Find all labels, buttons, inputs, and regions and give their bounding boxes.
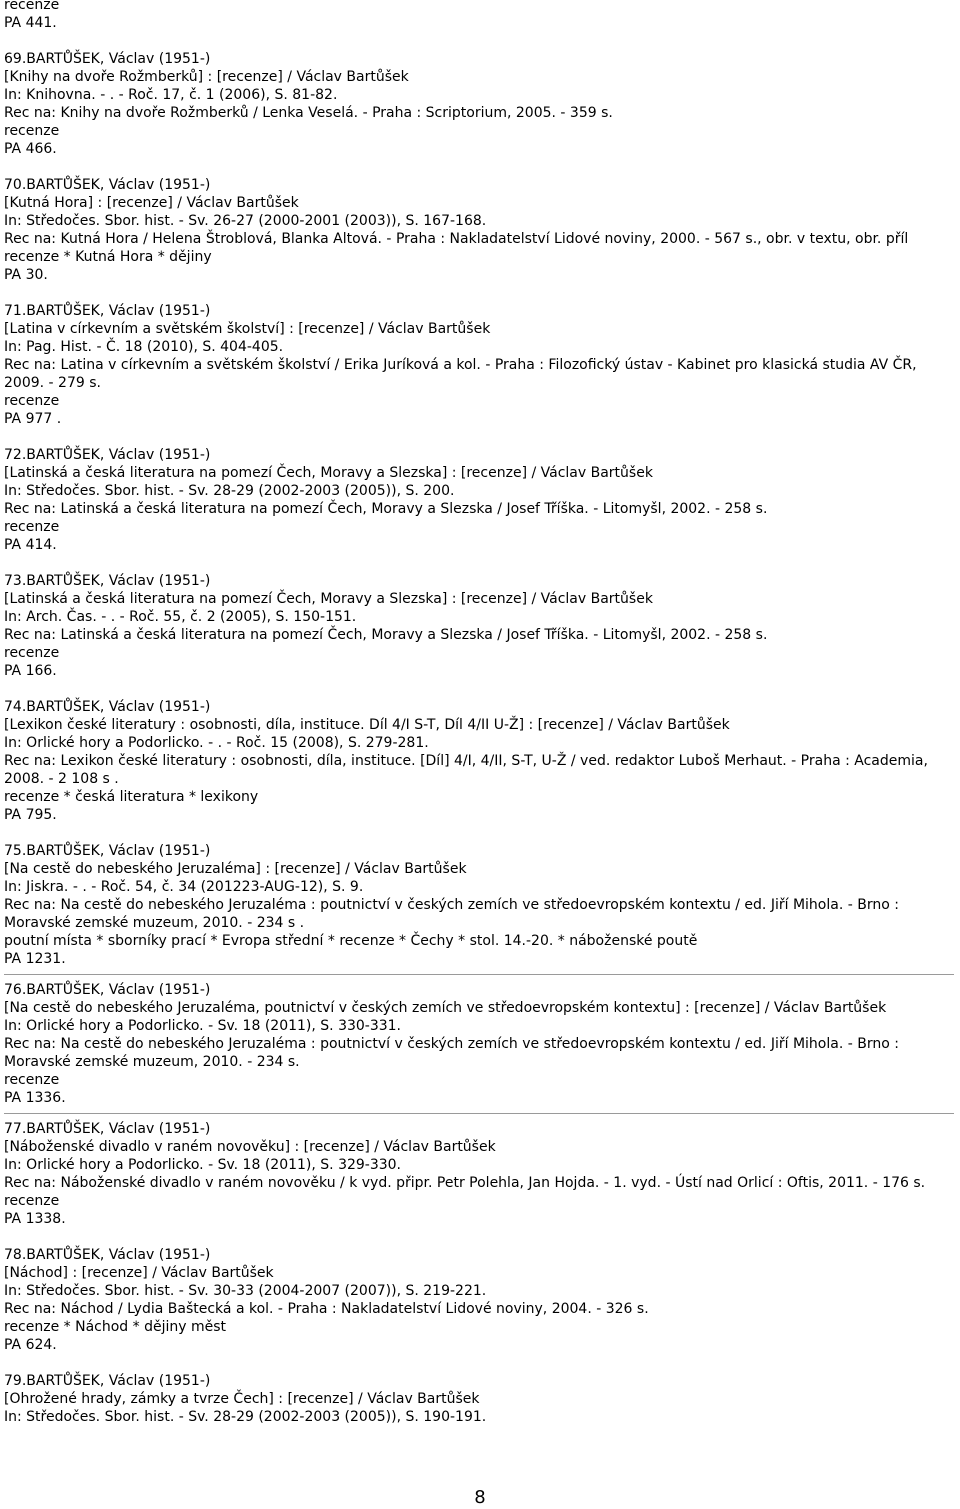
record-entry	[4, 302, 954, 428]
record-entry	[4, 1120, 954, 1228]
record-source: In: Orlické hory a Podorlicko. - Sv. 18 (2011), S. 330-331.	[4, 1018, 402, 1034]
record-keywords: recenze	[4, 123, 60, 139]
record-entry	[4, 50, 954, 158]
record-pa: PA 1338.	[4, 1211, 66, 1227]
record-id: 79.BARTŮŠEK, Václav (1951-)	[4, 1373, 211, 1389]
record-source: In: Jiskra. - . - Roč. 54, č. 34 (201223-AUG-12), S. 9.	[4, 879, 364, 895]
record-source: In: Arch. Čas. - . - Roč. 55, č. 2 (2005), S. 150-151.	[4, 609, 357, 625]
record-id: 70.BARTŮŠEK, Václav (1951-)	[4, 177, 211, 193]
separator-line	[4, 974, 954, 975]
record-id: 77.BARTŮŠEK, Václav (1951-)	[4, 1121, 211, 1137]
record-entry	[4, 1372, 954, 1426]
record-source: In: Středočes. Sbor. hist. - Sv. 28-29 (2002-2003 (2005)), S. 190-191.	[4, 1409, 487, 1425]
record-rec-na: Rec na: Latinská a česká literatura na pomezí Čech, Moravy a Slezska / Josef Tříška. - Litomyšl, 2002. - 258 s.	[4, 501, 768, 517]
record-source: In: Středočes. Sbor. hist. - Sv. 28-29 (2002-2003 (2005)), S. 200.	[4, 483, 455, 499]
record-source: In: Pag. Hist. - Č. 18 (2010), S. 404-405.	[4, 339, 284, 355]
record-entry	[4, 842, 954, 968]
record-pa: PA 441.	[4, 15, 57, 31]
record-pa: PA 414.	[4, 537, 57, 553]
record-entry	[4, 572, 954, 680]
record-keywords: recenze * Náchod * dějiny měst	[4, 1319, 227, 1335]
record-id: 72.BARTŮŠEK, Václav (1951-)	[4, 447, 211, 463]
record-keywords: recenze	[4, 1072, 60, 1088]
record-keywords: recenze	[4, 519, 60, 535]
record-id: 71.BARTŮŠEK, Václav (1951-)	[4, 303, 211, 319]
record-keywords: recenze * česká literatura * lexikony	[4, 789, 259, 805]
record-id: 76.BARTŮŠEK, Václav (1951-)	[4, 982, 211, 998]
record-title: [Latinská a česká literatura na pomezí Čech, Moravy a Slezska] : [recenze] / Václav Bartůšek	[4, 465, 653, 481]
record-id: 75.BARTŮŠEK, Václav (1951-)	[4, 843, 211, 859]
record-title: [Na cestě do nebeského Jeruzaléma, poutnictví v českých zemích ve středoevropském kontextu] : [recenze] / Václav Bartůšek	[4, 1000, 887, 1016]
record-id: 78.BARTŮŠEK, Václav (1951-)	[4, 1247, 211, 1263]
record-pa: PA 166.	[4, 663, 57, 679]
record-rec-na: Rec na: Kutná Hora / Helena Štroblová, Blanka Altová. - Praha : Nakladatelství Lidové noviny, 2000. - 567 s., obr. v textu, obr. příl	[4, 231, 909, 247]
page-number: 8	[474, 1487, 486, 1508]
record-keywords: poutní místa * sborníky prací * Evropa střední * recenze * Čechy * stol. 14.-20. * náboženské poutě	[4, 933, 698, 949]
record-title: [Ohrožené hrady, zámky a tvrze Čech] : [recenze] / Václav Bartůšek	[4, 1391, 480, 1407]
record-source: In: Orlické hory a Podorlicko. - Sv. 18 (2011), S. 329-330.	[4, 1157, 402, 1173]
record-rec-na: Rec na: Náchod / Lydia Baštecká a kol. - Praha : Nakladatelství Lidové noviny, 2004. - 326 s.	[4, 1301, 649, 1317]
record-keywords: recenze	[4, 645, 60, 661]
record-id: 73.BARTŮŠEK, Václav (1951-)	[4, 573, 211, 589]
record-title: [Náboženské divadlo v raném novověku] : [recenze] / Václav Bartůšek	[4, 1139, 496, 1155]
record-title: [Kutná Hora] : [recenze] / Václav Bartůšek	[4, 195, 299, 211]
record-entry	[4, 176, 954, 284]
record-title: [Latina v církevním a světském školství] : [recenze] / Václav Bartůšek	[4, 321, 491, 337]
record-id: 69.BARTŮŠEK, Václav (1951-)	[4, 51, 211, 67]
record-rec-na: Rec na: Na cestě do nebeského Jeruzaléma : poutnictví v českých zemích ve středoevropském kontextu / ed. Jiří Mihola. - Brno : Moravské zemské muzeum, 2010. - 234 s.	[4, 1036, 899, 1070]
record-keywords: recenze	[4, 393, 60, 409]
record-pa: PA 1336.	[4, 1090, 66, 1106]
record-rec-na: Rec na: Lexikon české literatury : osobnosti, díla, instituce. [Díl] 4/I, 4/II, S-T, U-Ž / ved. redaktor Luboš Merhaut. - Praha : Academia, 2008. - 2 108 s .	[4, 753, 928, 787]
record-rec-na: Rec na: Náboženské divadlo v raném novověku / k vyd. připr. Petr Polehla, Jan Hojda. - 1. vyd. - Ústí nad Orlicí : Oftis, 2011. - 176 s.	[4, 1175, 926, 1191]
document-page	[4, 0, 954, 1426]
record-rec-na: Rec na: Latinská a česká literatura na pomezí Čech, Moravy a Slezska / Josef Tříška. - Litomyšl, 2002. - 258 s.	[4, 627, 768, 643]
record-title: [Latinská a česká literatura na pomezí Čech, Moravy a Slezska] : [recenze] / Václav Bartůšek	[4, 591, 653, 607]
record-pa: PA 30.	[4, 267, 48, 283]
record-keywords: recenze	[4, 0, 60, 13]
record-source: In: Středočes. Sbor. hist. - Sv. 30-33 (2004-2007 (2007)), S. 219-221.	[4, 1283, 487, 1299]
record-source: In: Středočes. Sbor. hist. - Sv. 26-27 (2000-2001 (2003)), S. 167-168.	[4, 213, 487, 229]
record-pa: PA 624.	[4, 1337, 57, 1353]
separator-line	[4, 1113, 954, 1114]
record-rec-na: Rec na: Knihy na dvoře Rožmberků / Lenka Veselá. - Praha : Scriptorium, 2005. - 359 s.	[4, 105, 613, 121]
record-pa: PA 795.	[4, 807, 57, 823]
record-rec-na: Rec na: Na cestě do nebeského Jeruzaléma : poutnictví v českých zemích ve středoevropském kontextu / ed. Jiří Mihola. - Brno : Moravské zemské muzeum, 2010. - 234 s .	[4, 897, 899, 931]
record-title: [Lexikon české literatury : osobnosti, díla, instituce. Díl 4/I S-T, Díl 4/II U-Ž] : [recenze] / Václav Bartůšek	[4, 717, 730, 733]
record-entry	[4, 698, 954, 824]
record-entry	[4, 981, 954, 1107]
record-source: In: Orlické hory a Podorlicko. - . - Roč. 15 (2008), S. 279-281.	[4, 735, 429, 751]
record-entry	[4, 446, 954, 554]
record-title: [Na cestě do nebeského Jeruzaléma] : [recenze] / Václav Bartůšek	[4, 861, 467, 877]
record-rec-na: Rec na: Latina v církevním a světském školství / Erika Juríková a kol. - Praha : Filozofický ústav - Kabinet pro klasická studia AV ČR, 2009. - 279 s.	[4, 357, 917, 391]
record-pa: PA 466.	[4, 141, 57, 157]
record-id: 74.BARTŮŠEK, Václav (1951-)	[4, 699, 211, 715]
record-pa: PA 977 .	[4, 411, 62, 427]
record-pa: PA 1231.	[4, 951, 66, 967]
record-keywords: recenze * Kutná Hora * dějiny	[4, 249, 212, 265]
record-title: [Náchod] : [recenze] / Václav Bartůšek	[4, 1265, 274, 1281]
record-source: In: Knihovna. - . - Roč. 17, č. 1 (2006), S. 81-82.	[4, 87, 338, 103]
record-keywords: recenze	[4, 1193, 60, 1209]
record-entry	[4, 1246, 954, 1354]
record-title: [Knihy na dvoře Rožmberků] : [recenze] / Václav Bartůšek	[4, 69, 409, 85]
